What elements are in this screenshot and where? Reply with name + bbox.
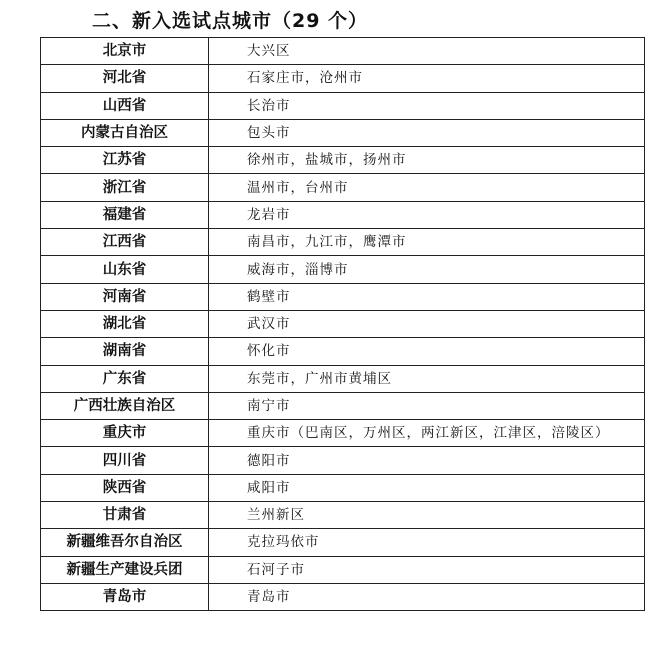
province-cell: 福建省 (41, 201, 209, 228)
cities-cell: 南宁市 (209, 392, 645, 419)
table-row (41, 174, 645, 201)
cities-cell: 大兴区 (209, 38, 645, 65)
cities-cell: 南昌市，九江市，鹰潭市 (209, 229, 645, 256)
table-row (41, 147, 645, 174)
table-row (41, 420, 645, 447)
cities-cell: 温州市，台州市 (209, 174, 645, 201)
cities-cell: 兰州新区 (209, 502, 645, 529)
province-cell: 湖北省 (41, 310, 209, 337)
cities-cell: 威海市，淄博市 (209, 256, 645, 283)
province-cell: 广西壮族自治区 (41, 392, 209, 419)
province-cell: 河南省 (41, 283, 209, 310)
province-cell: 新疆生产建设兵团 (41, 556, 209, 583)
province-cell: 江西省 (41, 229, 209, 256)
province-cell: 甘肃省 (41, 502, 209, 529)
province-cell: 河北省 (41, 65, 209, 92)
table-row (41, 338, 645, 365)
table-row (41, 256, 645, 283)
table-row (41, 392, 645, 419)
cities-cell: 怀化市 (209, 338, 645, 365)
table-row (41, 583, 645, 610)
cities-cell: 徐州市，盐城市，扬州市 (209, 147, 645, 174)
province-cell: 陕西省 (41, 474, 209, 501)
cities-cell: 咸阳市 (209, 474, 645, 501)
province-cell: 青岛市 (41, 583, 209, 610)
province-cell: 山东省 (41, 256, 209, 283)
province-cell: 重庆市 (41, 420, 209, 447)
province-cell: 山西省 (41, 92, 209, 119)
province-cell: 内蒙古自治区 (41, 119, 209, 146)
cities-cell: 克拉玛依市 (209, 529, 645, 556)
province-cell: 北京市 (41, 38, 209, 65)
province-cell: 广东省 (41, 365, 209, 392)
pilot-cities-table (40, 37, 645, 611)
cities-cell: 龙岩市 (209, 201, 645, 228)
province-cell: 四川省 (41, 447, 209, 474)
table-row (41, 119, 645, 146)
table-row (41, 365, 645, 392)
table-row (41, 283, 645, 310)
table-row (41, 65, 645, 92)
cities-cell: 包头市 (209, 119, 645, 146)
table-row (41, 92, 645, 119)
table-row (41, 447, 645, 474)
table-body (41, 38, 645, 611)
table-row (41, 556, 645, 583)
cities-cell: 重庆市（巴南区，万州区，两江新区，江津区，涪陵区） (209, 420, 645, 447)
table-row (41, 474, 645, 501)
cities-cell: 长治市 (209, 92, 645, 119)
table-row (41, 502, 645, 529)
province-cell: 新疆维吾尔自治区 (41, 529, 209, 556)
cities-cell: 石河子市 (209, 556, 645, 583)
cities-cell: 鹤壁市 (209, 283, 645, 310)
table-row (41, 229, 645, 256)
province-cell: 江苏省 (41, 147, 209, 174)
cities-cell: 东莞市，广州市黄埔区 (209, 365, 645, 392)
table-row (41, 310, 645, 337)
section-heading: 二、新入选试点城市（29 个） (92, 10, 369, 32)
cities-cell: 青岛市 (209, 583, 645, 610)
table-row (41, 38, 645, 65)
table-row (41, 529, 645, 556)
province-cell: 湖南省 (41, 338, 209, 365)
table-row (41, 201, 645, 228)
province-cell: 浙江省 (41, 174, 209, 201)
cities-cell: 武汉市 (209, 310, 645, 337)
cities-cell: 德阳市 (209, 447, 645, 474)
cities-cell: 石家庄市，沧州市 (209, 65, 645, 92)
